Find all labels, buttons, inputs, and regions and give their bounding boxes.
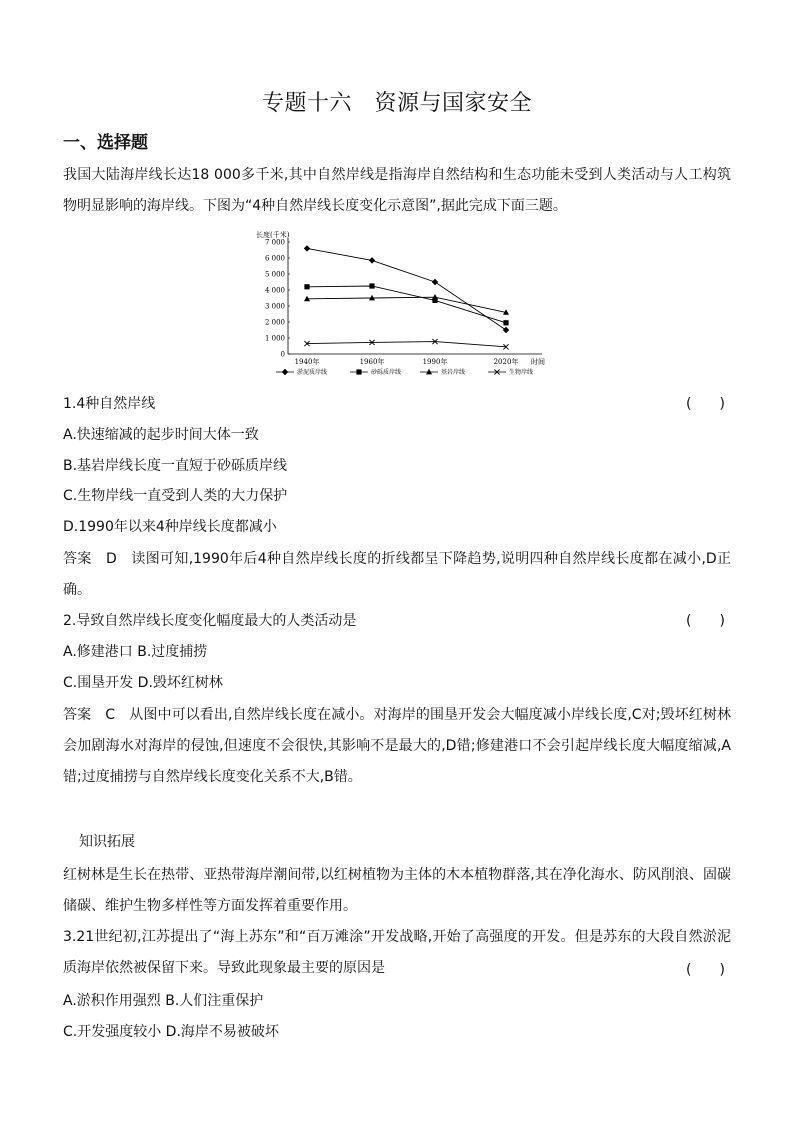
question-2-options-ab: A.修建港口 B.过度捕捞 — [63, 644, 208, 660]
y-tick-label: 6 000 — [264, 254, 285, 263]
question-1-option-a: A.快速缩减的起步时间大体一致 — [63, 427, 259, 443]
question-3-options-cd: C.开发强度较小 D.海岸不易被破坏 — [63, 1024, 279, 1040]
x-axis-label: 时间 — [531, 358, 545, 366]
question-3-options-ab: A.淤积作用强烈 B.人们注重保护 — [63, 993, 264, 1009]
series-line-1 — [307, 248, 506, 330]
coastline-line-chart — [252, 228, 552, 380]
x-tick-label: 1960年 — [359, 358, 385, 366]
y-tick-label: 0 — [280, 350, 285, 359]
question-1-option-b: B.基岩岸线长度一直短于砂砾质岸线 — [63, 458, 288, 474]
x-tick-label: 2020年 — [493, 358, 519, 366]
series-line-4 — [307, 342, 506, 347]
question-1-answer-bracket: ( ) — [686, 396, 725, 412]
intro-paragraph: 我国大陆海岸线长达18 000多千米,其中自然岸线是指海岸自然结构和生态功能未受到人类活动与人工构筑物明显影响的海岸线。下图为“4种自然岸线长度变化示意图”,据此完成下面三题。 — [63, 167, 731, 214]
question-3-answer-bracket: ( ) — [686, 962, 725, 978]
question-1-option-d: D.1990年以来4种岸线长度都减小 — [63, 519, 277, 535]
legend-label: 砂砾质岸线 — [371, 369, 402, 376]
y-tick-label: 4 000 — [264, 286, 285, 295]
legend-marker — [282, 369, 288, 375]
data-point — [369, 257, 375, 263]
legend-label: 基岩岸线 — [441, 369, 466, 376]
question-3-stem: 3.21世纪初,江苏提出了“海上苏东”和“百万滩涂”开发战略,开始了高强度的开发。但是苏东的大段自然淤泥质海岸依然被保留下来。导致此现象最主要的原因是 — [63, 929, 731, 976]
x-tick-label: 1940年 — [294, 358, 320, 366]
data-point — [503, 320, 508, 325]
legend-label: 生物岸线 — [509, 369, 534, 376]
y-tick-label: 2 000 — [264, 318, 285, 327]
legend-label: 淤泥质岸线 — [297, 369, 328, 376]
data-point — [503, 327, 509, 333]
x-tick-label: 1990年 — [422, 358, 448, 366]
knowledge-text: 红树林是生长在热带、亚热带海岸潮间带,以红树植物为主体的木本植物群落,其在净化海水、防风削浪、固碳储碳、维护生物多样性等方面发挥着重要作用。 — [63, 867, 731, 914]
question-2-answer: 答案 C 从图中可以看出,自然岸线长度在减小。对海岸的围垦开发会大幅度减小岸线长度,C对;毁坏红树林会加剧海水对海岸的侵蚀,但速度不会很快,其影响不是最大的,D错;修建港口不会引起岸线长度大幅度缩减,A错;过度捕捞与自然岸线长度变化关系不大,B错。 — [63, 707, 731, 785]
y-axis-label: 长度(千米) — [256, 231, 290, 239]
knowledge-heading: 知识拓展 — [79, 834, 135, 850]
question-2-stem: 2.导致自然岸线长度变化幅度最大的人类活动是 — [63, 613, 357, 629]
question-2-options-cd: C.围垦开发 D.毁坏红树林 — [63, 675, 223, 691]
data-point — [369, 283, 374, 288]
series-line-2 — [307, 286, 506, 323]
y-tick-label: 5 000 — [264, 270, 285, 279]
data-point — [304, 245, 310, 251]
y-tick-label: 1 000 — [264, 334, 285, 343]
legend-marker — [356, 369, 361, 374]
question-1-option-c: C.生物岸线一直受到人类的大力保护 — [63, 488, 288, 504]
data-point — [304, 284, 309, 289]
question-1-stem: 1.4种自然岸线 — [63, 396, 156, 412]
page-title: 专题十六 资源与国家安全 — [261, 91, 532, 116]
legend-marker — [426, 369, 432, 375]
question-1-answer: 答案 D 读图可知,1990年后4种自然岸线长度的折线都呈下降趋势,说明四种自然岸线长度都在减小,D正确。 — [63, 551, 731, 598]
y-tick-label: 7 000 — [264, 238, 285, 247]
question-2-answer-bracket: ( ) — [686, 613, 725, 629]
data-point — [432, 279, 438, 285]
section-heading: 一、选择题 — [63, 133, 148, 153]
y-tick-label: 3 000 — [264, 302, 285, 311]
